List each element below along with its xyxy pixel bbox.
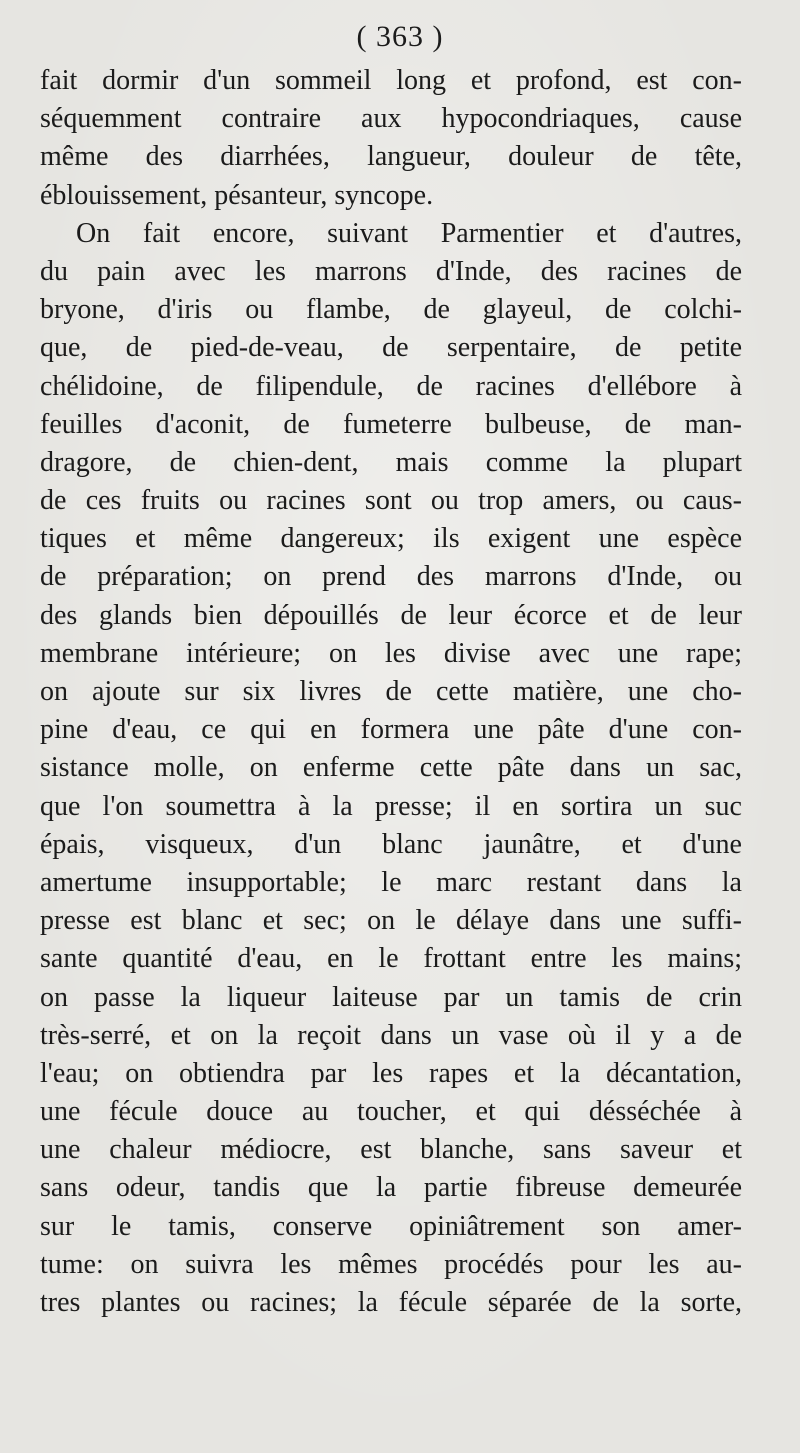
text-line: tume: on suivra les mêmes procédés pour les au-: [40, 1248, 742, 1280]
text-line: chélidoine, de filipendule, de racines d'ellébore à: [40, 370, 742, 402]
text-line: sans odeur, tandis que la partie fibreuse demeurée: [40, 1172, 742, 1204]
text-line: sante quantité d'eau, en le frottant entre les mains;: [40, 943, 742, 975]
text-line: sur le tamis, conserve opiniâtrement son amer-: [40, 1210, 742, 1242]
text-line: l'eau; on obtiendra par les rapes et la décantation,: [40, 1057, 742, 1089]
text-line: séquemment contraire aux hypocondriaques, cause: [40, 103, 742, 135]
text-line: une chaleur médiocre, est blanche, sans saveur et: [40, 1134, 742, 1166]
text-line: très-serré, et on la reçoit dans un vase où il y a de: [40, 1019, 742, 1051]
text-line: feuilles d'aconit, de fumeterre bulbeuse, de man-: [40, 408, 742, 440]
text-line: de préparation; on prend des marrons d'Inde, ou: [40, 561, 742, 593]
text-line: des glands bien dépouillés de leur écorce et de leur: [40, 599, 742, 631]
paragraph-start-line: On fait encore, suivant Parmentier et d'autres,: [76, 217, 742, 249]
text-line: une fécule douce au toucher, et qui désséchée à: [40, 1096, 742, 1128]
text-line: sistance molle, on enferme cette pâte dans un sac,: [40, 752, 742, 784]
page-number: ( 363 ): [356, 20, 444, 53]
body-text: [40, 62, 742, 1322]
text-line: bryone, d'iris ou flambe, de glayeul, de colchi-: [40, 294, 742, 326]
text-line: on ajoute sur six livres de cette matière, une cho-: [40, 676, 742, 707]
text-line: amertume insupportable; le marc restant dans la: [40, 866, 742, 898]
text-line: fait dormir d'un sommeil long et profond, est con-: [40, 65, 742, 96]
text-line: de ces fruits ou racines sont ou trop amers, ou caus-: [40, 485, 742, 517]
text-line: membrane intérieure; on les divise avec une rape;: [40, 637, 742, 669]
text-line: que, de pied-de-veau, de serpentaire, de petite: [40, 332, 742, 364]
text-line: éblouissement, pésanteur, syncope.: [40, 179, 434, 211]
text-line: dragore, de chien-dent, mais comme la plupart: [40, 446, 742, 478]
text-line: du pain avec les marrons d'Inde, des racines de: [40, 255, 742, 287]
text-line: même des diarrhées, langueur, douleur de tête,: [40, 141, 742, 173]
text-line: épais, visqueux, d'un blanc jaunâtre, et d'une: [40, 828, 742, 860]
text-line: presse est blanc et sec; on le délaye dans une suffi-: [40, 905, 742, 937]
text-line: tiques et même dangereux; ils exigent une espèce: [40, 523, 742, 555]
text-line: pine d'eau, ce qui en formera une pâte d'une con-: [40, 714, 742, 746]
text-line: tres plantes ou racines; la fécule séparée de la sorte,: [40, 1287, 742, 1318]
text-line: on passe la liqueur laiteuse par un tamis de crin: [40, 981, 742, 1013]
text-line: que l'on soumettra à la presse; il en sortira un suc: [40, 790, 742, 822]
